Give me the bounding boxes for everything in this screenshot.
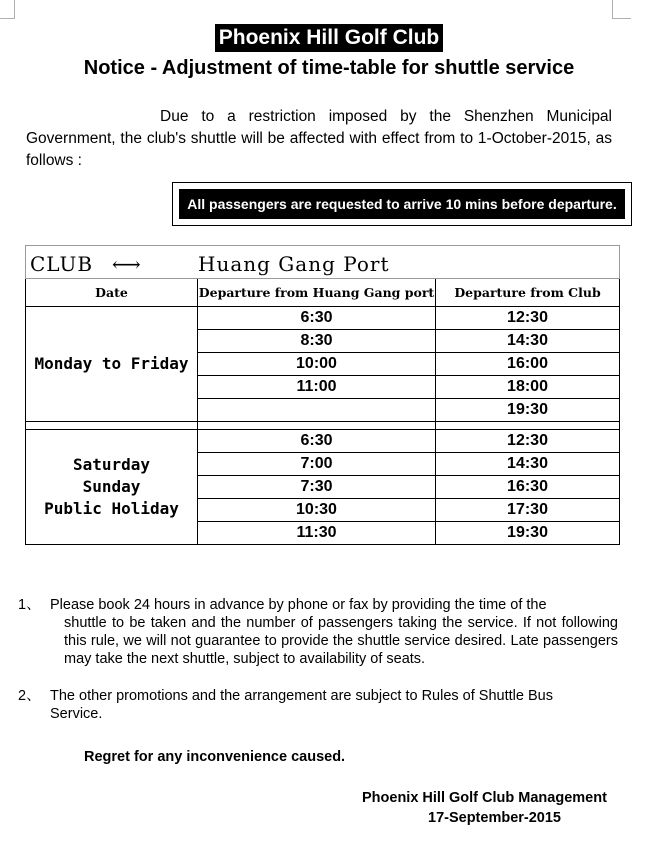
club-time: 19:30 bbox=[436, 522, 620, 545]
note-continuation: Service. bbox=[50, 706, 103, 722]
note-number: 2、 bbox=[18, 688, 41, 704]
table-row bbox=[26, 430, 620, 453]
weekend-label-line: Public Holiday bbox=[44, 499, 179, 518]
route-to: Huang Gang Port bbox=[198, 252, 390, 276]
port-time: 7:00 bbox=[198, 453, 436, 476]
note-text bbox=[50, 596, 618, 668]
club-time: 16:00 bbox=[436, 353, 620, 376]
port-time: 8:30 bbox=[198, 330, 436, 353]
club-time: 12:30 bbox=[436, 307, 620, 330]
club-time: 14:30 bbox=[436, 330, 620, 353]
port-time: 11:00 bbox=[198, 376, 436, 399]
club-time: 12:30 bbox=[436, 430, 620, 453]
club-time: 17:30 bbox=[436, 499, 620, 522]
separator-cell bbox=[198, 422, 436, 430]
weekday-label: Monday to Friday bbox=[26, 307, 198, 422]
signature: Phoenix Hill Golf Club Management bbox=[362, 790, 607, 806]
notice-subtitle: Notice - Adjustment of time-table for shuttle service bbox=[83, 57, 575, 79]
port-time: 6:30 bbox=[198, 307, 436, 330]
note-number: 1、 bbox=[18, 597, 41, 613]
port-time: 6:30 bbox=[198, 430, 436, 453]
header-from-port: Departure from Huang Gang port bbox=[198, 279, 436, 307]
note-text bbox=[50, 687, 618, 723]
weekend-label bbox=[26, 430, 198, 545]
note-first-line: The other promotions and the arrangement are subject to Rules of Shuttle Bus bbox=[50, 688, 553, 704]
signature-date: 17-September-2015 bbox=[428, 810, 561, 826]
header-from-club: Departure from Club bbox=[436, 279, 620, 307]
notice-box bbox=[172, 182, 632, 226]
separator-row bbox=[26, 422, 620, 430]
club-title: Phoenix Hill Golf Club bbox=[215, 24, 444, 52]
port-time: 10:30 bbox=[198, 499, 436, 522]
separator-cell bbox=[26, 422, 198, 430]
port-time: 7:30 bbox=[198, 476, 436, 499]
note-continuation: shuttle to be taken and the number of passengers taking the service. If not following this rule, we will not guarantee to provide the shuttle service desired. Late passengers may take the next shuttle, subject to availability of seats. bbox=[64, 615, 618, 667]
port-time: 10:00 bbox=[198, 353, 436, 376]
double-arrow-icon: ⟷ bbox=[112, 252, 142, 276]
route-from: CLUB bbox=[30, 252, 94, 276]
club-time: 16:30 bbox=[436, 476, 620, 499]
port-time bbox=[198, 399, 436, 422]
header-date: Date bbox=[26, 279, 198, 307]
club-time: 14:30 bbox=[436, 453, 620, 476]
note-first-line: Please book 24 hours in advance by phone or fax by providing the time of the bbox=[50, 597, 547, 613]
title-container bbox=[0, 24, 658, 52]
regret-line: Regret for any inconvenience caused. bbox=[84, 749, 346, 765]
intro-paragraph: Due to a restriction imposed by the Shenzhen Municipal Government, the club's shuttle will be affected with effect from to 1-October-2015, as follows : bbox=[26, 108, 612, 169]
page-corner-mark-right bbox=[612, 0, 631, 19]
club-time: 19:30 bbox=[436, 399, 620, 422]
route-row bbox=[26, 246, 620, 279]
weekend-label-line: Sunday bbox=[82, 477, 141, 496]
port-time: 11:30 bbox=[198, 522, 436, 545]
notice-banner: All passengers are requested to arrive 10 mins before departure. bbox=[179, 189, 625, 219]
table-row bbox=[26, 307, 620, 330]
weekend-label-line: Saturday bbox=[72, 455, 151, 474]
header-row bbox=[26, 279, 620, 307]
note-item bbox=[18, 687, 618, 723]
club-time: 18:00 bbox=[436, 376, 620, 399]
note-item bbox=[18, 596, 618, 668]
route-cell bbox=[26, 246, 620, 279]
shuttle-timetable bbox=[25, 245, 620, 545]
separator-cell bbox=[436, 422, 620, 430]
page-corner-mark-left bbox=[0, 0, 15, 19]
